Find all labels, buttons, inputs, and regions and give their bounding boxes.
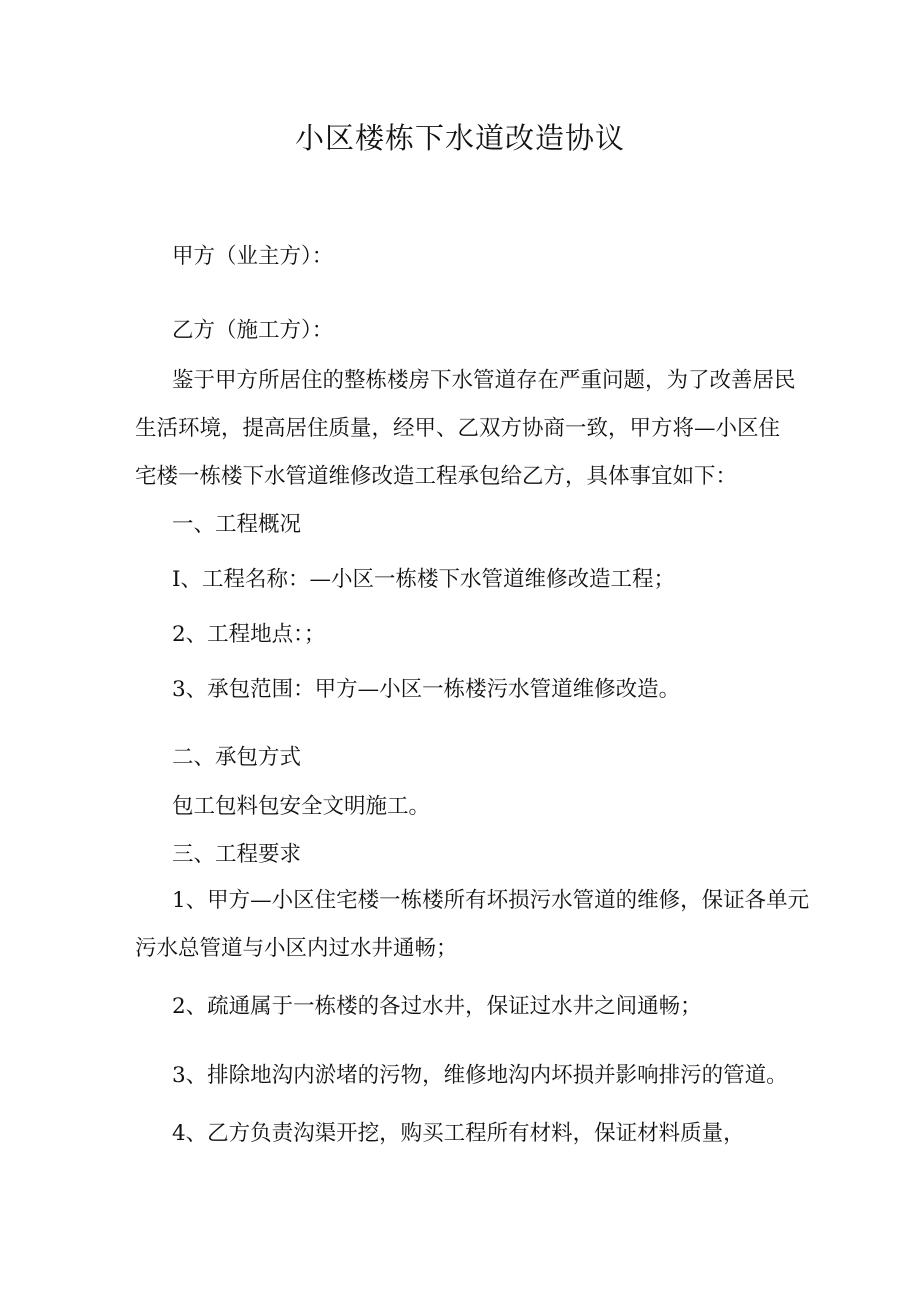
section-3-item-4: 4、乙方负责沟渠开挖，购买工程所有材料，保证材料质量， xyxy=(172,1121,745,1146)
intro-line-3: 宅楼一栋楼下水管道维修改造工程承包给乙方，具体事宜如下： xyxy=(135,464,738,489)
intro-line-1: 鉴于甲方所居住的整栋楼房下水管道存在严重问题，为了改善居民 xyxy=(172,368,796,393)
party-b-line: 乙方（施工方）： xyxy=(172,318,334,343)
section-1-item-3: 3、承包范围：甲方—小区一栋楼污水管道维修改造。 xyxy=(172,677,681,702)
section-3-item-3: 3、排除地沟内淤堵的污物，维修地沟内坏损并影响排污的管道。 xyxy=(172,1063,788,1088)
section-3-item-2: 2、疏通属于一栋楼的各过水井，保证过水井之间通畅； xyxy=(172,994,702,1019)
section-1-item-2: 2、工程地点：； xyxy=(172,622,326,647)
section-1-heading: 一、工程概况 xyxy=(172,512,302,537)
section-1-item-1: I、工程名称：—小区一栋楼下水管道维修改造工程； xyxy=(172,567,675,592)
section-3-item-1-line-1: 1、甲方—小区住宅楼一栋楼所有坏损污水管道的维修，保证各单元 xyxy=(172,888,810,913)
section-2-heading: 二、承包方式 xyxy=(172,745,302,770)
section-2-body: 包工包料包安全文明施工。 xyxy=(172,794,431,819)
section-3-item-1-line-2: 污水总管道与小区内过水井通畅； xyxy=(135,936,458,961)
intro-line-2: 生活环境，提高居住质量，经甲、乙双方协商一致，甲方将—小区住 xyxy=(135,416,781,441)
section-3-heading: 三、工程要求 xyxy=(172,842,302,867)
party-a-line: 甲方（业主方）： xyxy=(172,244,334,269)
document-title: 小区楼栋下水道改造协议 xyxy=(294,121,625,155)
